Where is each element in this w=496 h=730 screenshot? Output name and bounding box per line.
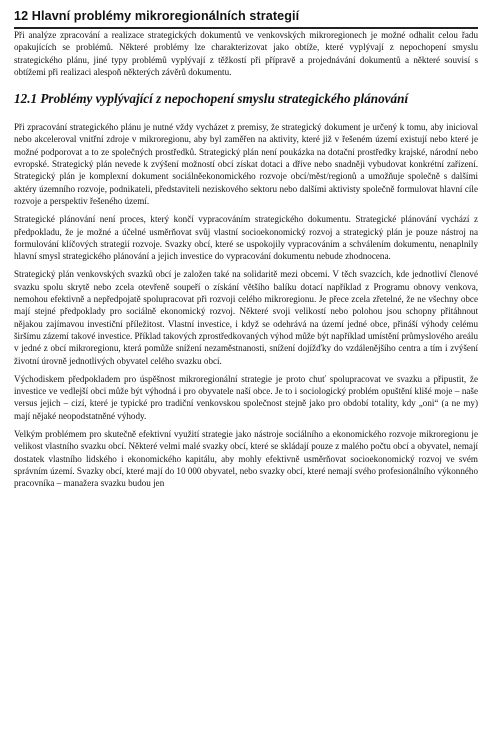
body-paragraph-2: Strategické plánování není proces, který končí vypracováním strategického dokumentu. Strategické plánování vychází z předpokladu, že je možné a účelné usměrňovat svůj vlastní socioekonomický rozvoj a strategický plán je pouze nástroj na formulování klíčových strategií rozvoje. Svazky obcí, které se uspokojily vypracováním a schválením dokumentu, nenaplnily hlavní smysl strategického plánování a jejich investice do vypracování dokumentu nebude zhodnocena.: [14, 214, 478, 262]
body-paragraph-1: Při zpracování strategického plánu je nutné vždy vycházet z premisy, že strategický dokument je určený k tomu, aby inicioval nebo akceleroval vnitřní zdroje v mikroregionu, aby byl zaměřen na aktivity, které již v řešeném území existují nebo které je možné podporovat a to ze společných prostředků. Strategický plán není poukázka na dotační prostředky krajské, národní nebo evropské. Strategický plán nevede k zvýšení možností obcí získat dotaci a dříve nebo snadněji vybudovat konkrétní zařízení. Strategický plán je komplexní dokument sociálněekonomického rozvoje obcí/měst/regionů a umožňuje společně s dalšími aktéry územního rozvoje, podnikateli, představiteli neziskového sektoru nebo dalšími aktivisty společně formulovat hlavní cíle rozvoje a perspektiv řešeného území.: [14, 122, 478, 206]
intro-paragraph: Při analýze zpracování a realizace strategických dokumentů ve venkovských mikroregionech je možné odhalit celou řadu opakujících se problémů. Některé problémy lze charakterizovat jako obtíže, které vyplývají z nepochopení smyslu strategického plánu, jiné typy problémů vyplývají z těžkostí při přípravě a projednávání dokumentů a některé souvisí s obtížemi při realizaci alespoň některých závěrů dokumentu.: [14, 30, 478, 77]
body-paragraph-4: Východiskem předpokladem pro úspěšnost mikroregionální strategie je proto chuť spolupracovat ve svazku a připustit, že investice ve vedlejší obci může být výhodná i pro obyvatele naší obce. Je to i sociologický problém opuštění klišé moje – naše versus jejich – cizí, které je typické pro tradiční venkovskou společnost stejně jako pro období totality, kdy „oni“ (a ne my) mají nějaké neopodstatněné výhody.: [14, 373, 478, 421]
body-paragraph-5: Velkým problémem pro skutečně efektivní využití strategie jako nástroje sociálního a ekonomického rozvoje mikroregionu je velikost vlastního svazku obcí. Některé velmi malé svazky obcí, které se skládají pouze z malého počtu obcí a obyvatel, nemají dostatek vlastního lidského i ekonomického kapitálu, aby mohly efektivně usměrňovat socioekonomický rozvoj ve svém správním území. Svazky obcí, které mají do 10 000 obyvatel, nebo svazky obcí, které nemají svého profesionálního výkonného pracovníka – manažera svazku budou jen: [14, 429, 478, 489]
chapter-title: 12 Hlavní problémy mikroregionálních strategií: [14, 8, 478, 29]
body-paragraph-3: Strategický plán venkovských svazků obcí je založen také na solidaritě mezi obcemi. V těch svazcích, kde jednotliví členové svazku spolu skrytě nebo zcela otevřeně soupeří o získání většího balíku dotací například z Programu obnovy venkova, nemohou efektivně a nepředpojatě spolupracovat při rozvoji celého mikroregionu. Je přece zcela zřetelné, že ne všechny obce mají stejné předpoklady pro sociálně ekonomický rozvoj. Některé svoji velikostí nebo polohou jsou schopny přitáhnout nějakou zajímavou investiční příležitost. Vlastní investice, i když se odehrává na území jedné obce, přináší výhody celému širšímu zázemí takové investice. Příklad takových zprostředkovaných výhod může být například umístění průmyslového areálu v jedné z obcí mikroregionu, která pomůže snížení nezaměstnanosti, snížení dojížďky do vzdálenějšího centra a tím i zvýšení životní úrovně jednotlivých obyvatel celého svazku obcí.: [14, 269, 478, 366]
section-title: 12.1 Problémy vyplývající z nepochopení smyslu strategického plánování: [14, 91, 409, 107]
document-page: [12, 8, 478, 496]
